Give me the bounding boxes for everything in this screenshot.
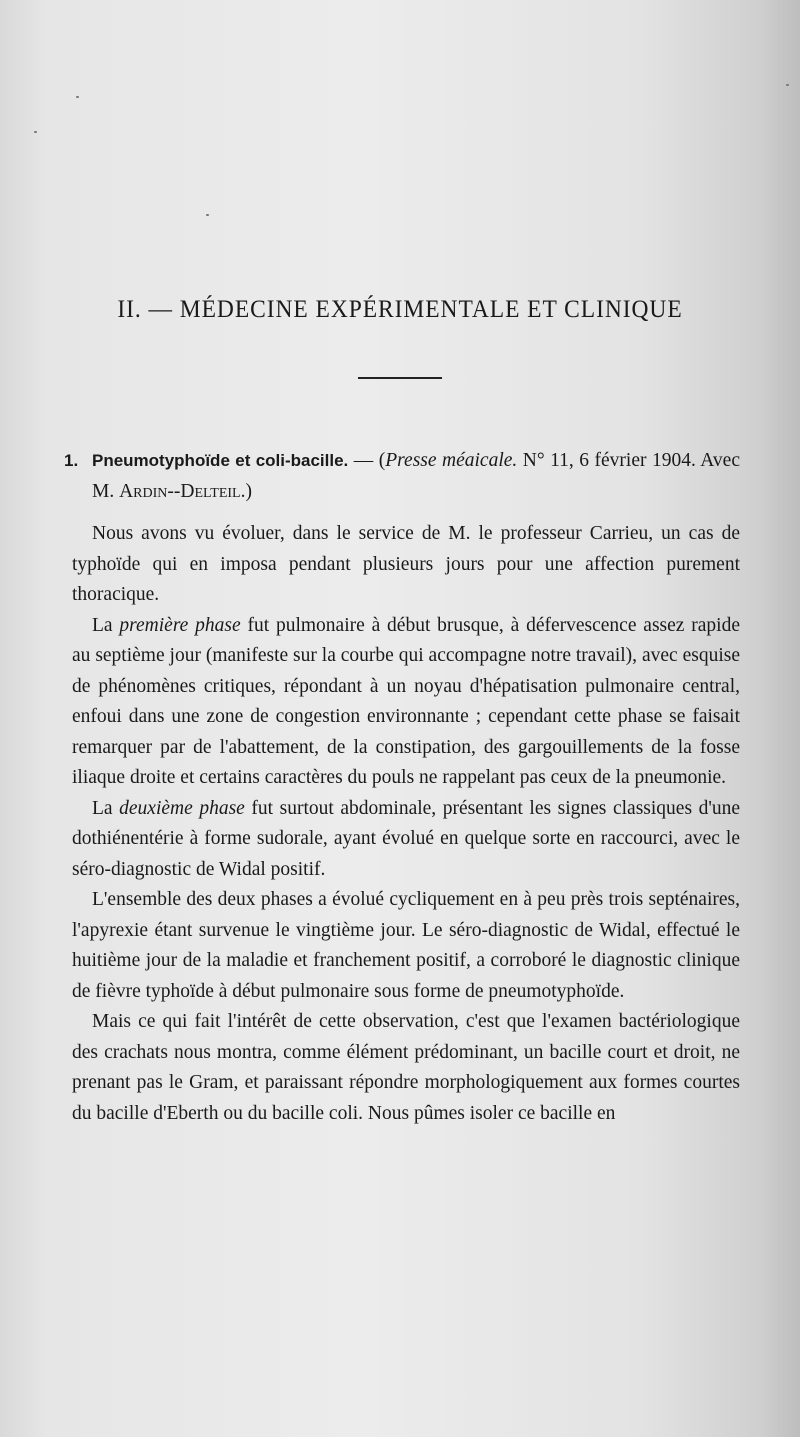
paper-speck — [34, 131, 37, 133]
paragraph-emphasis: première phase — [119, 614, 241, 636]
journal-name: Presse méaicale. — [385, 450, 518, 471]
article-reference — [64, 446, 740, 507]
article — [64, 446, 741, 1129]
paragraph-text: L'ensemble des deux phases a évolué cycliquement en à peu près trois septénaires, l'apyrexie étant survenue le vingtième jour. Le séro-diagnostic de Widal, effectué le huitième jour de la maladie et franchement positif, a corroboré le diagnostic clinique de fièvre typhoïde à début pulmonaire sous forme de pneumotyphoïde. — [72, 889, 740, 1002]
paragraph-1 — [72, 519, 740, 611]
paragraph-2 — [72, 611, 740, 794]
article-number: 1. — [64, 451, 79, 470]
ref-close: .) — [240, 480, 252, 502]
coauthor-name: Ardin--Delteil — [119, 480, 241, 502]
paragraph-text: Nous avons vu évoluer, dans le service de M. le professeur Carrieu, un cas de typhoïde qui en imposa pendant plusieurs jours pour une affection purement thoracique. — [72, 523, 740, 605]
section-title: II. — MÉDECINE EXPÉRIMENTALE ET CLINIQUE — [117, 296, 683, 323]
paper-speck — [786, 84, 789, 86]
paragraph-text: Mais ce qui fait l'intérêt de cette observation, c'est que l'examen bactériologique des crachats nous montra, comme élément prédominant, un bacille court et droit, ne prenant pas le Gram, et paraissant répondre morphologiquement aux formes courtes du bacille d'Eberth ou du bacille coli. Nous pûmes isoler ce bacille en — [72, 1011, 740, 1124]
paragraph-text: La — [92, 614, 120, 636]
paragraph-text: fut surtout abdominale, présentant les signes classiques d'une dothiénentérie à forme sudorale, ayant évolué en quelque sorte en raccourci, avec le séro-diagnostic de Widal positif. — [72, 797, 741, 880]
paragraph-emphasis: deuxième phase — [119, 797, 245, 819]
paragraph-3 — [72, 794, 740, 886]
title-rule — [358, 377, 442, 379]
journal-issue: N° 11, 6 février 1904. Avec M. — [92, 450, 740, 502]
paragraph-text: fut pulmonaire à début brusque, à défervescence assez rapide au septième jour (manifeste sur la courbe qui accompagne notre travail), avec esquise de phénomènes critiques, répondant à un noyau d'hépatisation pulmonaire central, enfoui dans une zone de congestion environnante ; cependant cette phase se faisait remarquer par de l'abattement, de la constipation, des gargouillements de la fosse iliaque droite et certains caractères du pouls ne rappelant pas ceux de la pneumonie. — [72, 614, 740, 788]
paragraph-text: La — [92, 797, 120, 819]
article-title: Pneumotyphoïde et coli-bacille. — [92, 451, 349, 470]
paper-speck — [76, 96, 79, 98]
paragraph-4 — [72, 885, 740, 1007]
ref-dash: — ( — [348, 450, 386, 471]
paragraph-5 — [72, 1007, 740, 1129]
paper-speck — [206, 214, 209, 216]
